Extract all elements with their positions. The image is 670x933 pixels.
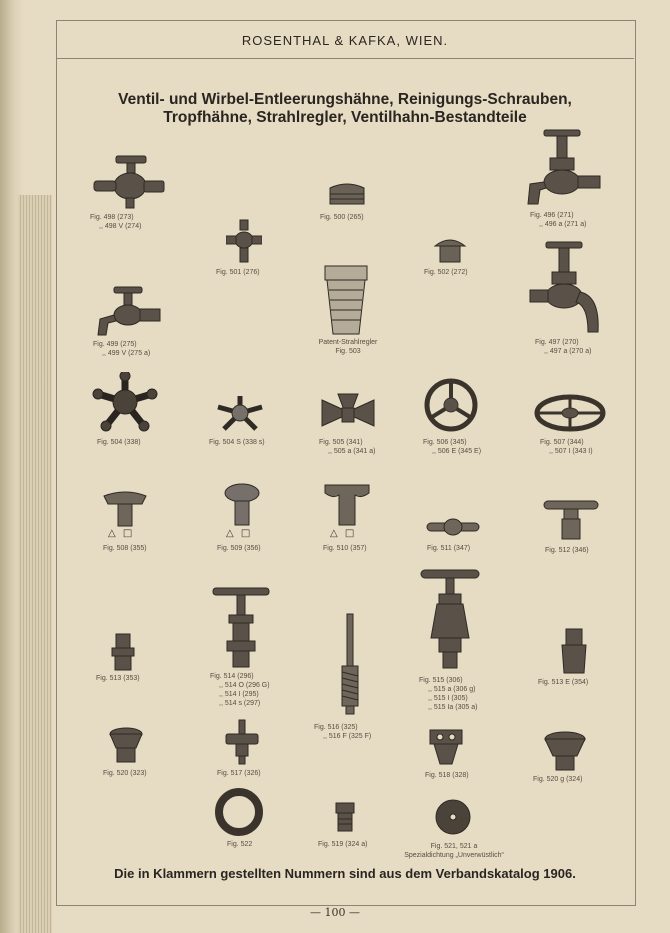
sleeve-520g-illustration — [543, 730, 587, 772]
caption-fig-517: Fig. 517 (326) — [217, 770, 261, 777]
caption-fig-497: Fig. 497 (270) ,, 497 a (270 a) — [535, 339, 592, 355]
footer-note: Die in Klammern gestellten Nummern sind aus dem Verbandskatalog 1906. — [114, 866, 576, 881]
sleeve-520-illustration — [108, 726, 144, 764]
shape-key-509: △ □ — [226, 528, 253, 539]
page-number: — 100 — — [310, 906, 360, 919]
caption-fig-520: Fig. 520 (323) — [103, 770, 147, 777]
plug-502-illustration — [433, 232, 467, 266]
ring-522-illustration — [213, 786, 265, 838]
caption-fig-521: Fig. 521, 521 a Spezialdichtung „Unverwüstlich“ — [404, 843, 504, 859]
caption-fig-504s: Fig. 504 S (338 s) — [209, 439, 265, 446]
caption-fig-511: Fig. 511 (347) — [427, 545, 471, 552]
star-handle-504-illustration — [90, 372, 160, 432]
page-edges — [18, 195, 52, 933]
wheel-handle-507-illustration — [533, 393, 607, 433]
aerator-503-illustration — [323, 264, 369, 336]
caption-fig-516: Fig. 516 (325) ,, 516 F (325 F) — [314, 724, 372, 740]
caption-fig-522: Fig. 522 — [227, 841, 253, 848]
valve-top-515-illustration — [419, 568, 481, 672]
stem-517-illustration — [224, 718, 260, 766]
page-title-line-2: Tropfhähne, Strahlregler, Ventilhahn-Bestandteile — [163, 109, 527, 126]
caption-fig-509: Fig. 509 (356) — [217, 545, 261, 552]
cap-500-illustration — [327, 180, 367, 208]
caption-fig-514: Fig. 514 (296) ,, 514 O (296 G) ,, 514 I (295) ,, 514 s (297) — [210, 673, 270, 707]
caption-fig-507: Fig. 507 (344) ,, 507 I (343 I) — [540, 439, 593, 455]
drain-cock-498-illustration — [92, 154, 168, 212]
caption-fig-518: Fig. 518 (328) — [425, 772, 469, 779]
bushing-513e-illustration — [560, 627, 588, 675]
caption-fig-498: Fig. 498 (273) ,, 498 V (274) — [90, 214, 142, 230]
caption-fig-500: Fig. 500 (265) — [320, 214, 364, 221]
tap-499-illustration — [96, 285, 162, 339]
caption-fig-503: Patent-Strahlregler Fig. 503 — [318, 339, 378, 355]
t-handle-512-illustration — [542, 497, 600, 541]
header-band — [56, 20, 634, 59]
gasket-521-illustration — [433, 797, 473, 837]
part-518-illustration — [428, 728, 464, 766]
handle-bar-511-illustration — [425, 517, 481, 537]
shape-key-510: △ □ — [330, 528, 357, 539]
spindle-516-illustration — [338, 612, 362, 716]
nipple-519-illustration — [333, 801, 357, 833]
star-handle-504s-illustration — [212, 393, 268, 433]
caption-fig-508: Fig. 508 (355) — [103, 545, 147, 552]
tap-496-illustration — [524, 128, 604, 210]
caption-fig-510: Fig. 510 (357) — [323, 545, 367, 552]
caption-fig-501: Fig. 501 (276) — [216, 269, 260, 276]
page-title-line-1: Ventil- und Wirbel-Entleerungshähne, Reinigungs-Schrauben, — [118, 91, 572, 108]
caption-fig-506: Fig. 506 (345) ,, 506 E (345 E) — [423, 439, 482, 455]
bushing-513-illustration — [110, 632, 136, 672]
caption-fig-502: Fig. 502 (272) — [424, 269, 468, 276]
key-510-illustration — [323, 481, 371, 527]
caption-fig-505: Fig. 505 (341) ,, 505 a (341 a) — [319, 439, 376, 455]
valve-top-514-illustration — [211, 586, 271, 670]
caption-fig-499: Fig. 499 (275) ,, 499 V (275 a) — [93, 341, 151, 357]
caption-fig-513e: Fig. 513 E (354) — [538, 679, 589, 686]
tap-497-illustration — [528, 240, 602, 336]
key-509-illustration — [222, 483, 262, 527]
caption-fig-504: Fig. 504 (338) — [97, 439, 141, 446]
shape-key-508: △ □ — [108, 528, 135, 539]
wheel-handle-506-illustration — [423, 377, 479, 433]
caption-fig-515: Fig. 515 (306) ,, 515 a (306 g) ,, 515 I (305) ,, 515 Ia (305 a) — [419, 677, 478, 711]
caption-fig-513: Fig. 513 (353) — [96, 675, 140, 682]
key-508-illustration — [102, 490, 148, 528]
caption-fig-520g: Fig. 520 g (324) — [533, 776, 583, 783]
cross-handle-505-illustration — [318, 392, 378, 434]
cock-501-illustration — [226, 218, 262, 266]
caption-fig-519: Fig. 519 (324 a) — [318, 841, 368, 848]
firm-name: ROSENTHAL & KAFKA, WIEN. — [241, 33, 449, 48]
caption-fig-496: Fig. 496 (271) ,, 496 a (271 a) — [530, 212, 587, 228]
caption-fig-512: Fig. 512 (346) — [545, 547, 589, 554]
